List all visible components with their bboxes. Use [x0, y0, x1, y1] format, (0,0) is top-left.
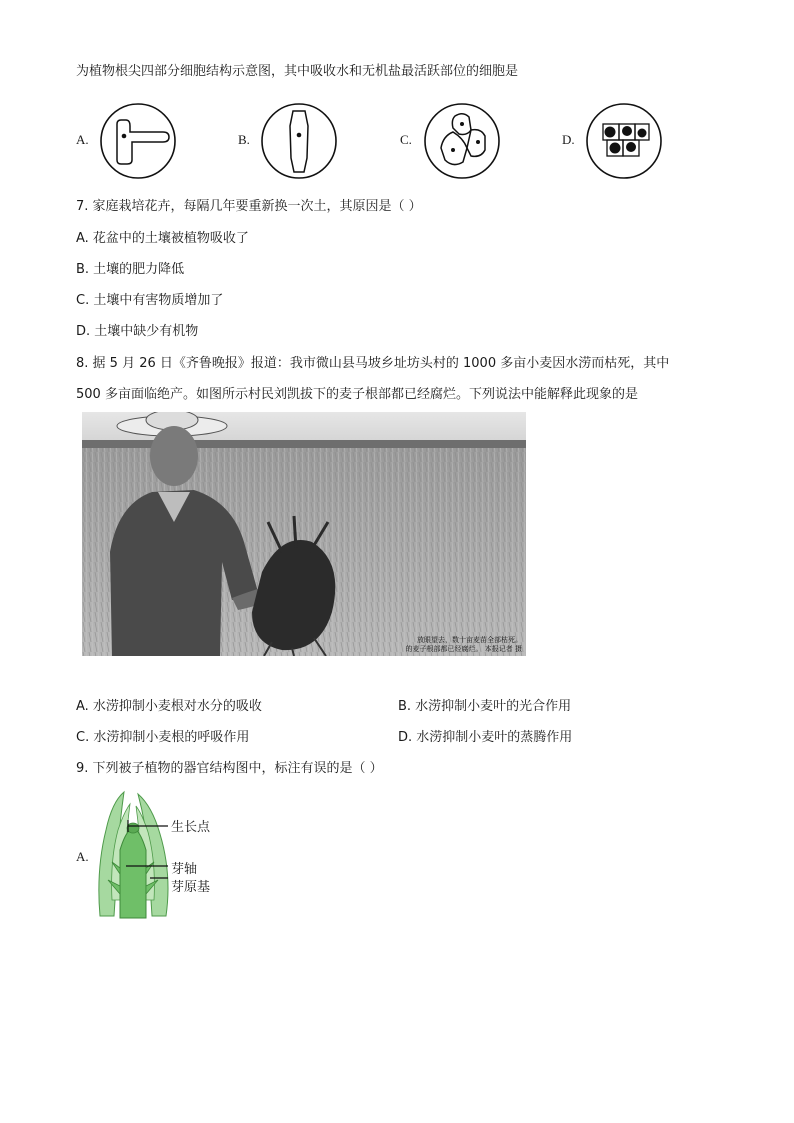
q9-stem: 9. 下列被子植物的器官结构图中，标注有误的是（ ）: [76, 761, 383, 776]
q7-option-b: B. 土壤的肥力降低: [76, 262, 185, 277]
q8-stem-line1: 8. 据 5 月 26 日《齐鲁晚报》报道：我市微山县马坡乡址坊头村的 1000 多亩小麦因水涝而枯死，其中: [76, 356, 670, 371]
q8-option-a: A. 水涝抑制小麦根对水分的吸收: [76, 699, 262, 714]
q9-option-a-label: A.: [76, 849, 89, 864]
q6-option-b-label: B.: [238, 132, 250, 147]
q8-stem-line2: 500 多亩面临绝产。如图所示村民刘凯拔下的麦子根部都已经腐烂。下列说法中能解释此现象的是: [76, 387, 638, 402]
q7-stem: 7. 家庭栽培花卉，每隔几年要重新换一次土，其原因是（ ）: [76, 199, 422, 214]
q8-option-d: D. 水涝抑制小麦叶的蒸腾作用: [398, 730, 573, 745]
q7-option-d: D. 土壤中缺少有机物: [76, 324, 199, 339]
wheat-field-photo: [82, 412, 526, 656]
q8-option-b: B. 水涝抑制小麦叶的光合作用: [398, 699, 572, 714]
bud-structure-diagram: [96, 790, 176, 924]
q6-option-c-label: C.: [400, 132, 412, 147]
label-growing-point: 生长点: [171, 820, 211, 835]
meristem-cells-icon: [423, 102, 501, 184]
label-bud-axis: 芽轴: [171, 862, 198, 877]
q6-option-d-label: D.: [562, 132, 575, 147]
photo-caption-line1: 放眼望去，数十亩麦苗全部枯死。: [417, 636, 522, 644]
q6-stem: 为植物根尖四部分细胞结构示意图，其中吸收水和无机盐最活跃部位的细胞是: [76, 64, 519, 79]
q7-option-c: C. 土壤中有害物质增加了: [76, 293, 224, 308]
photo-caption-line2: 的麦子根部都已经腐烂。 本报记者 摄: [405, 645, 522, 653]
q8-option-c: C. 水涝抑制小麦根的呼吸作用: [76, 730, 250, 745]
root-cap-cells-icon: [585, 102, 663, 184]
elongation-cell-icon: [260, 102, 338, 184]
root-hair-cell-icon: [99, 102, 177, 184]
q7-option-a: A. 花盆中的土壤被植物吸收了: [76, 231, 249, 246]
q6-option-a-label: A.: [76, 132, 89, 147]
label-leaf-primordium: 芽原基: [171, 880, 211, 895]
